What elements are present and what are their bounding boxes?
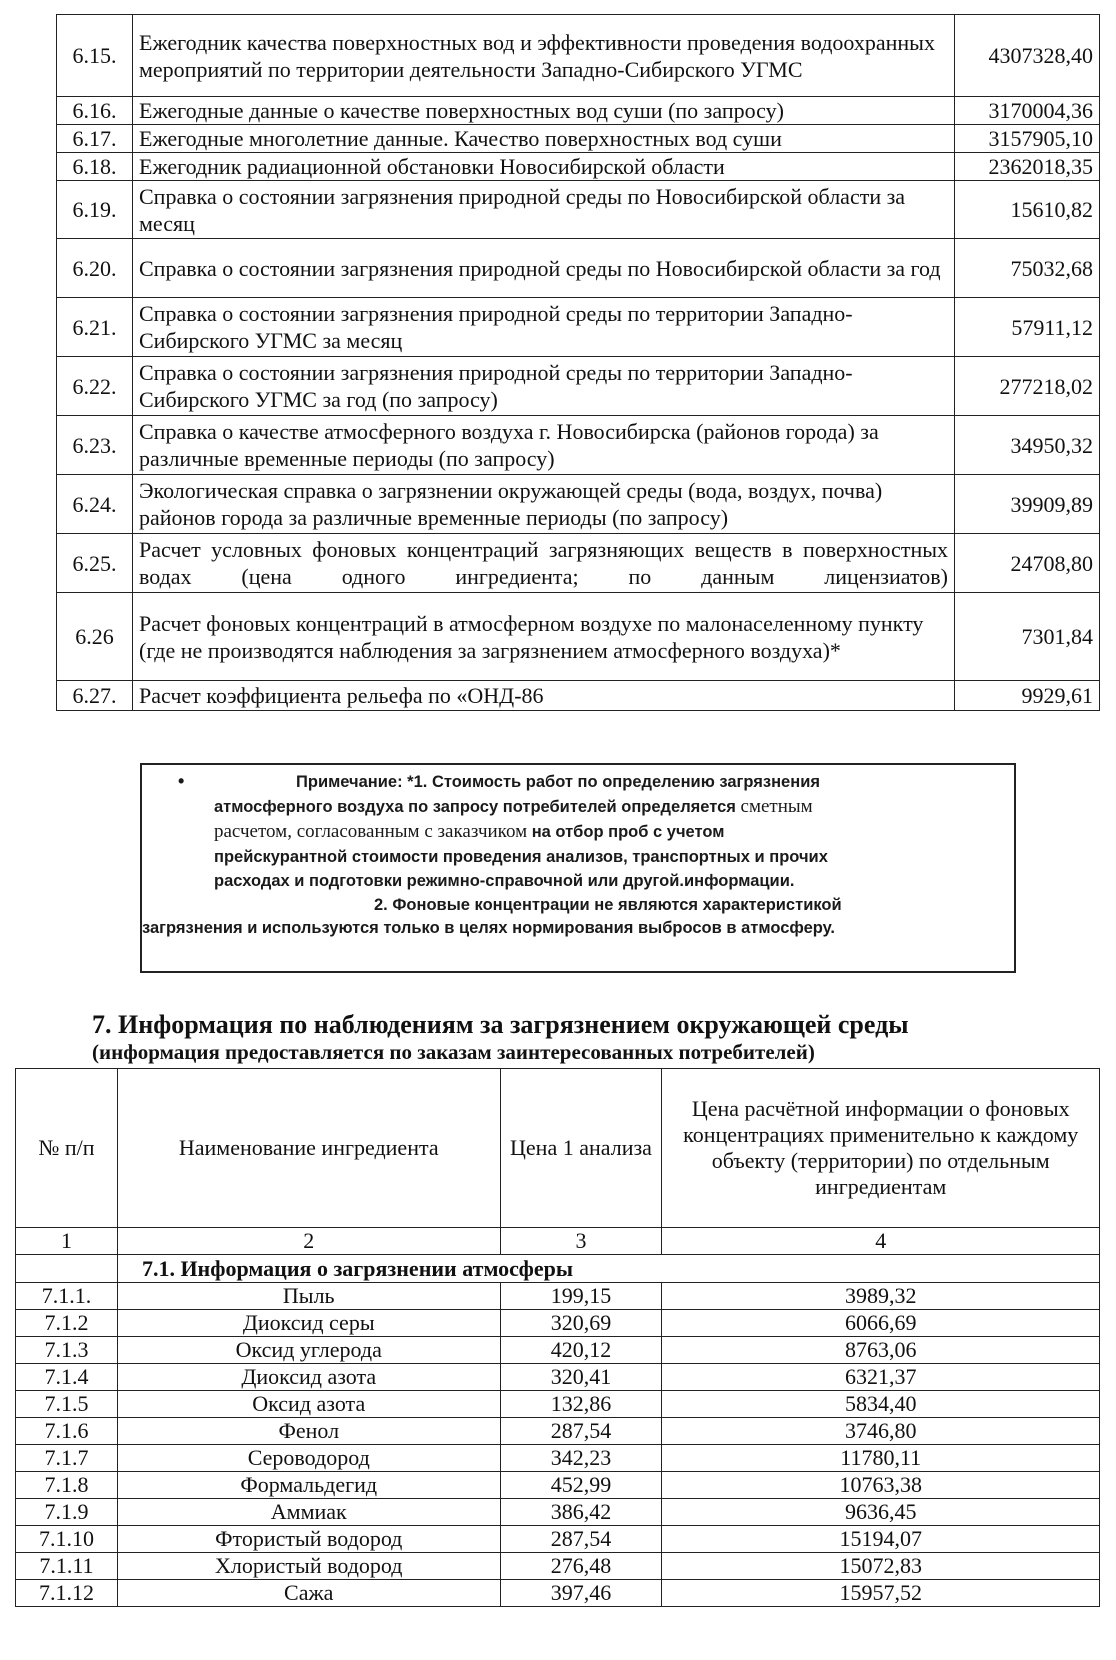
service-name: Ежегодник радиационной обстановки Новосибирской области bbox=[133, 153, 955, 181]
service-name: Расчет условных фоновых концентраций загрязняющих веществ в поверхностных водах (цена одного ингредиента; по данным лицензиатов) bbox=[133, 534, 955, 593]
note-line-3 bbox=[214, 820, 724, 844]
header-number: № п/п bbox=[16, 1069, 118, 1228]
table-row bbox=[57, 681, 1100, 711]
table-row bbox=[57, 153, 1100, 181]
table-row bbox=[57, 97, 1100, 125]
table-row bbox=[16, 1283, 1100, 1310]
analysis-price: 397,46 bbox=[500, 1580, 662, 1607]
row-number: 6.25. bbox=[57, 534, 133, 593]
column-number: 2 bbox=[117, 1228, 500, 1255]
row-number: 6.18. bbox=[57, 153, 133, 181]
header-ingredient: Наименование ингредиента bbox=[117, 1069, 500, 1228]
service-price: 57911,12 bbox=[955, 298, 1100, 357]
service-price: 24708,80 bbox=[955, 534, 1100, 593]
column-number: 3 bbox=[500, 1228, 662, 1255]
header-analysis-price: Цена 1 анализа bbox=[500, 1069, 662, 1228]
note-line-2 bbox=[214, 795, 813, 819]
row-number: 7.1.1. bbox=[16, 1283, 118, 1310]
service-name: Экологическая справка о загрязнении окружающей среды (вода, воздух, почва) районов города за различные временные периоды (по запросу) bbox=[133, 475, 955, 534]
note-line-1 bbox=[296, 770, 820, 794]
table-row bbox=[57, 298, 1100, 357]
service-price: 15610,82 bbox=[955, 181, 1100, 239]
table-header-row bbox=[16, 1069, 1100, 1228]
table-row bbox=[16, 1553, 1100, 1580]
table-row bbox=[57, 357, 1100, 416]
calc-price: 11780,11 bbox=[662, 1445, 1100, 1472]
analysis-price: 420,12 bbox=[500, 1337, 662, 1364]
column-number: 4 bbox=[662, 1228, 1100, 1255]
service-price: 9929,61 bbox=[955, 681, 1100, 711]
calc-price: 9636,45 bbox=[662, 1499, 1100, 1526]
section-subtitle: (информация предоставляется по заказам заинтересованных потребителей) bbox=[92, 1040, 815, 1064]
service-price: 39909,89 bbox=[955, 475, 1100, 534]
calc-price: 6321,37 bbox=[662, 1364, 1100, 1391]
row-number: 6.21. bbox=[57, 298, 133, 357]
column-number-row bbox=[16, 1228, 1100, 1255]
analysis-price: 199,15 bbox=[500, 1283, 662, 1310]
table-row bbox=[16, 1580, 1100, 1607]
calc-price: 6066,69 bbox=[662, 1310, 1100, 1337]
header-calc-price: Цена расчётной информации о фоновых концентрациях применительно к каждому объекту (территории) по отдельным ингредиентам bbox=[662, 1069, 1100, 1228]
analysis-price: 386,42 bbox=[500, 1499, 662, 1526]
note-line-6: 2. Фоновые концентрации не являются характеристикой bbox=[374, 896, 842, 914]
row-number: 6.22. bbox=[57, 357, 133, 416]
row-number: 7.1.6 bbox=[16, 1418, 118, 1445]
table-row bbox=[16, 1526, 1100, 1553]
row-number: 6.17. bbox=[57, 125, 133, 153]
service-name: Ежегодные многолетние данные. Качество поверхностных вод суши bbox=[133, 125, 955, 153]
analysis-price: 342,23 bbox=[500, 1445, 662, 1472]
service-price: 2362018,35 bbox=[955, 153, 1100, 181]
row-number: 6.19. bbox=[57, 181, 133, 239]
calc-price: 15072,83 bbox=[662, 1553, 1100, 1580]
service-price: 3157905,10 bbox=[955, 125, 1100, 153]
table-row bbox=[57, 181, 1100, 239]
ingredient-name: Хлористый водород bbox=[117, 1553, 500, 1580]
row-number: 6.26 bbox=[57, 593, 133, 681]
service-price: 75032,68 bbox=[955, 239, 1100, 298]
note-label: Примечание: bbox=[296, 773, 403, 791]
table-row bbox=[16, 1499, 1100, 1526]
table-row bbox=[16, 1445, 1100, 1472]
service-name: Расчет фоновых концентраций в атмосферном воздухе по малонаселенному пункту (где не производятся наблюдения за загрязнением атмосферного воздуха)* bbox=[133, 593, 955, 681]
ingredient-name: Формальдегид bbox=[117, 1472, 500, 1499]
service-name: Справка о состоянии загрязнения природной среды по территории Западно-Сибирского УГМС за месяц bbox=[133, 298, 955, 357]
note-line-7: загрязнения и используются только в целях нормирования выбросов в атмосферу. bbox=[142, 919, 835, 937]
row-number: 6.16. bbox=[57, 97, 133, 125]
ingredient-price-table bbox=[15, 1068, 1100, 1607]
ingredient-name: Диоксид серы bbox=[117, 1310, 500, 1337]
service-name: Справка о состоянии загрязнения природной среды по Новосибирской области за год bbox=[133, 239, 955, 298]
table-row bbox=[57, 534, 1100, 593]
service-name: Ежегодник качества поверхностных вод и эффективности проведения водоохранных мероприятий по территории деятельности Западно-Сибирского УГМС bbox=[133, 15, 955, 97]
note-text: сметным bbox=[740, 796, 813, 817]
row-number: 7.1.9 bbox=[16, 1499, 118, 1526]
row-number: 7.1.2 bbox=[16, 1310, 118, 1337]
note-text: расчетом, согласованным с заказчиком bbox=[214, 821, 528, 842]
calc-price: 5834,40 bbox=[662, 1391, 1100, 1418]
table-row bbox=[57, 239, 1100, 298]
ingredient-name: Оксид углерода bbox=[117, 1337, 500, 1364]
service-price: 34950,32 bbox=[955, 416, 1100, 475]
table-row bbox=[16, 1472, 1100, 1499]
row-number: 7.1.11 bbox=[16, 1553, 118, 1580]
calc-price: 10763,38 bbox=[662, 1472, 1100, 1499]
ingredient-name: Фенол bbox=[117, 1418, 500, 1445]
row-number: 7.1.3 bbox=[16, 1337, 118, 1364]
analysis-price: 287,54 bbox=[500, 1418, 662, 1445]
table-row bbox=[57, 593, 1100, 681]
row-number: 6.23. bbox=[57, 416, 133, 475]
row-number: 7.1.10 bbox=[16, 1526, 118, 1553]
service-price: 4307328,40 bbox=[955, 15, 1100, 97]
ingredient-name: Сажа bbox=[117, 1580, 500, 1607]
note-line-4: прейскурантной стоимости проведения анализов, транспортных и прочих bbox=[214, 848, 828, 866]
calc-price: 15957,52 bbox=[662, 1580, 1100, 1607]
ingredient-name: Оксид азота bbox=[117, 1391, 500, 1418]
note-text: *1. Стоимость работ по определению загрязнения bbox=[402, 773, 820, 791]
analysis-price: 287,54 bbox=[500, 1526, 662, 1553]
row-number: 7.1.12 bbox=[16, 1580, 118, 1607]
table-row bbox=[16, 1364, 1100, 1391]
analysis-price: 452,99 bbox=[500, 1472, 662, 1499]
calc-price: 8763,06 bbox=[662, 1337, 1100, 1364]
analysis-price: 320,69 bbox=[500, 1310, 662, 1337]
ingredient-name: Аммиак bbox=[117, 1499, 500, 1526]
row-number: 7.1.8 bbox=[16, 1472, 118, 1499]
service-name: Справка о качестве атмосферного воздуха г. Новосибирска (районов города) за различные временные периоды (по запросу) bbox=[133, 416, 955, 475]
bullet-icon: • bbox=[178, 771, 185, 791]
table-row bbox=[16, 1418, 1100, 1445]
note-text: атмосферного воздуха по запросу потребителей определяется bbox=[214, 798, 741, 816]
table-row bbox=[16, 1391, 1100, 1418]
service-name: Справка о состоянии загрязнения природной среды по Новосибирской области за месяц bbox=[133, 181, 955, 239]
service-name: Ежегодные данные о качестве поверхностных вод суши (по запросу) bbox=[133, 97, 955, 125]
table-row bbox=[16, 1337, 1100, 1364]
empty-cell bbox=[16, 1255, 118, 1283]
ingredient-name: Сероводород bbox=[117, 1445, 500, 1472]
row-number: 6.20. bbox=[57, 239, 133, 298]
service-name: Справка о состоянии загрязнения природной среды по территории Западно-Сибирского УГМС за год (по запросу) bbox=[133, 357, 955, 416]
note-box bbox=[140, 763, 1016, 973]
row-number: 7.1.7 bbox=[16, 1445, 118, 1472]
subsection-row bbox=[16, 1255, 1100, 1283]
ingredient-name: Фтористый водород bbox=[117, 1526, 500, 1553]
analysis-price: 320,41 bbox=[500, 1364, 662, 1391]
row-number: 7.1.4 bbox=[16, 1364, 118, 1391]
service-price: 7301,84 bbox=[955, 593, 1100, 681]
table-row bbox=[57, 15, 1100, 97]
row-number: 6.15. bbox=[57, 15, 133, 97]
table-row bbox=[57, 416, 1100, 475]
calc-price: 3989,32 bbox=[662, 1283, 1100, 1310]
row-number: 7.1.5 bbox=[16, 1391, 118, 1418]
row-number: 6.27. bbox=[57, 681, 133, 711]
ingredient-name: Пыль bbox=[117, 1283, 500, 1310]
calc-price: 3746,80 bbox=[662, 1418, 1100, 1445]
note-text: на отбор проб с учетом bbox=[527, 823, 725, 841]
price-table-section-6 bbox=[56, 14, 1100, 711]
table-row bbox=[57, 125, 1100, 153]
service-price: 277218,02 bbox=[955, 357, 1100, 416]
service-name: Расчет коэффициента рельефа по «ОНД-86 bbox=[133, 681, 955, 711]
service-price: 3170004,36 bbox=[955, 97, 1100, 125]
analysis-price: 132,86 bbox=[500, 1391, 662, 1418]
calc-price: 15194,07 bbox=[662, 1526, 1100, 1553]
note-line-5: расходах и подготовки режимно-справочной или другой.информации. bbox=[214, 872, 795, 890]
section-title: 7. Информация по наблюдениям за загрязнением окружающей среды bbox=[92, 1010, 909, 1039]
row-number: 6.24. bbox=[57, 475, 133, 534]
subsection-title: 7.1. Информация о загрязнении атмосферы bbox=[117, 1255, 1099, 1283]
ingredient-name: Диоксид азота bbox=[117, 1364, 500, 1391]
table-row bbox=[57, 475, 1100, 534]
analysis-price: 276,48 bbox=[500, 1553, 662, 1580]
column-number: 1 bbox=[16, 1228, 118, 1255]
table-row bbox=[16, 1310, 1100, 1337]
